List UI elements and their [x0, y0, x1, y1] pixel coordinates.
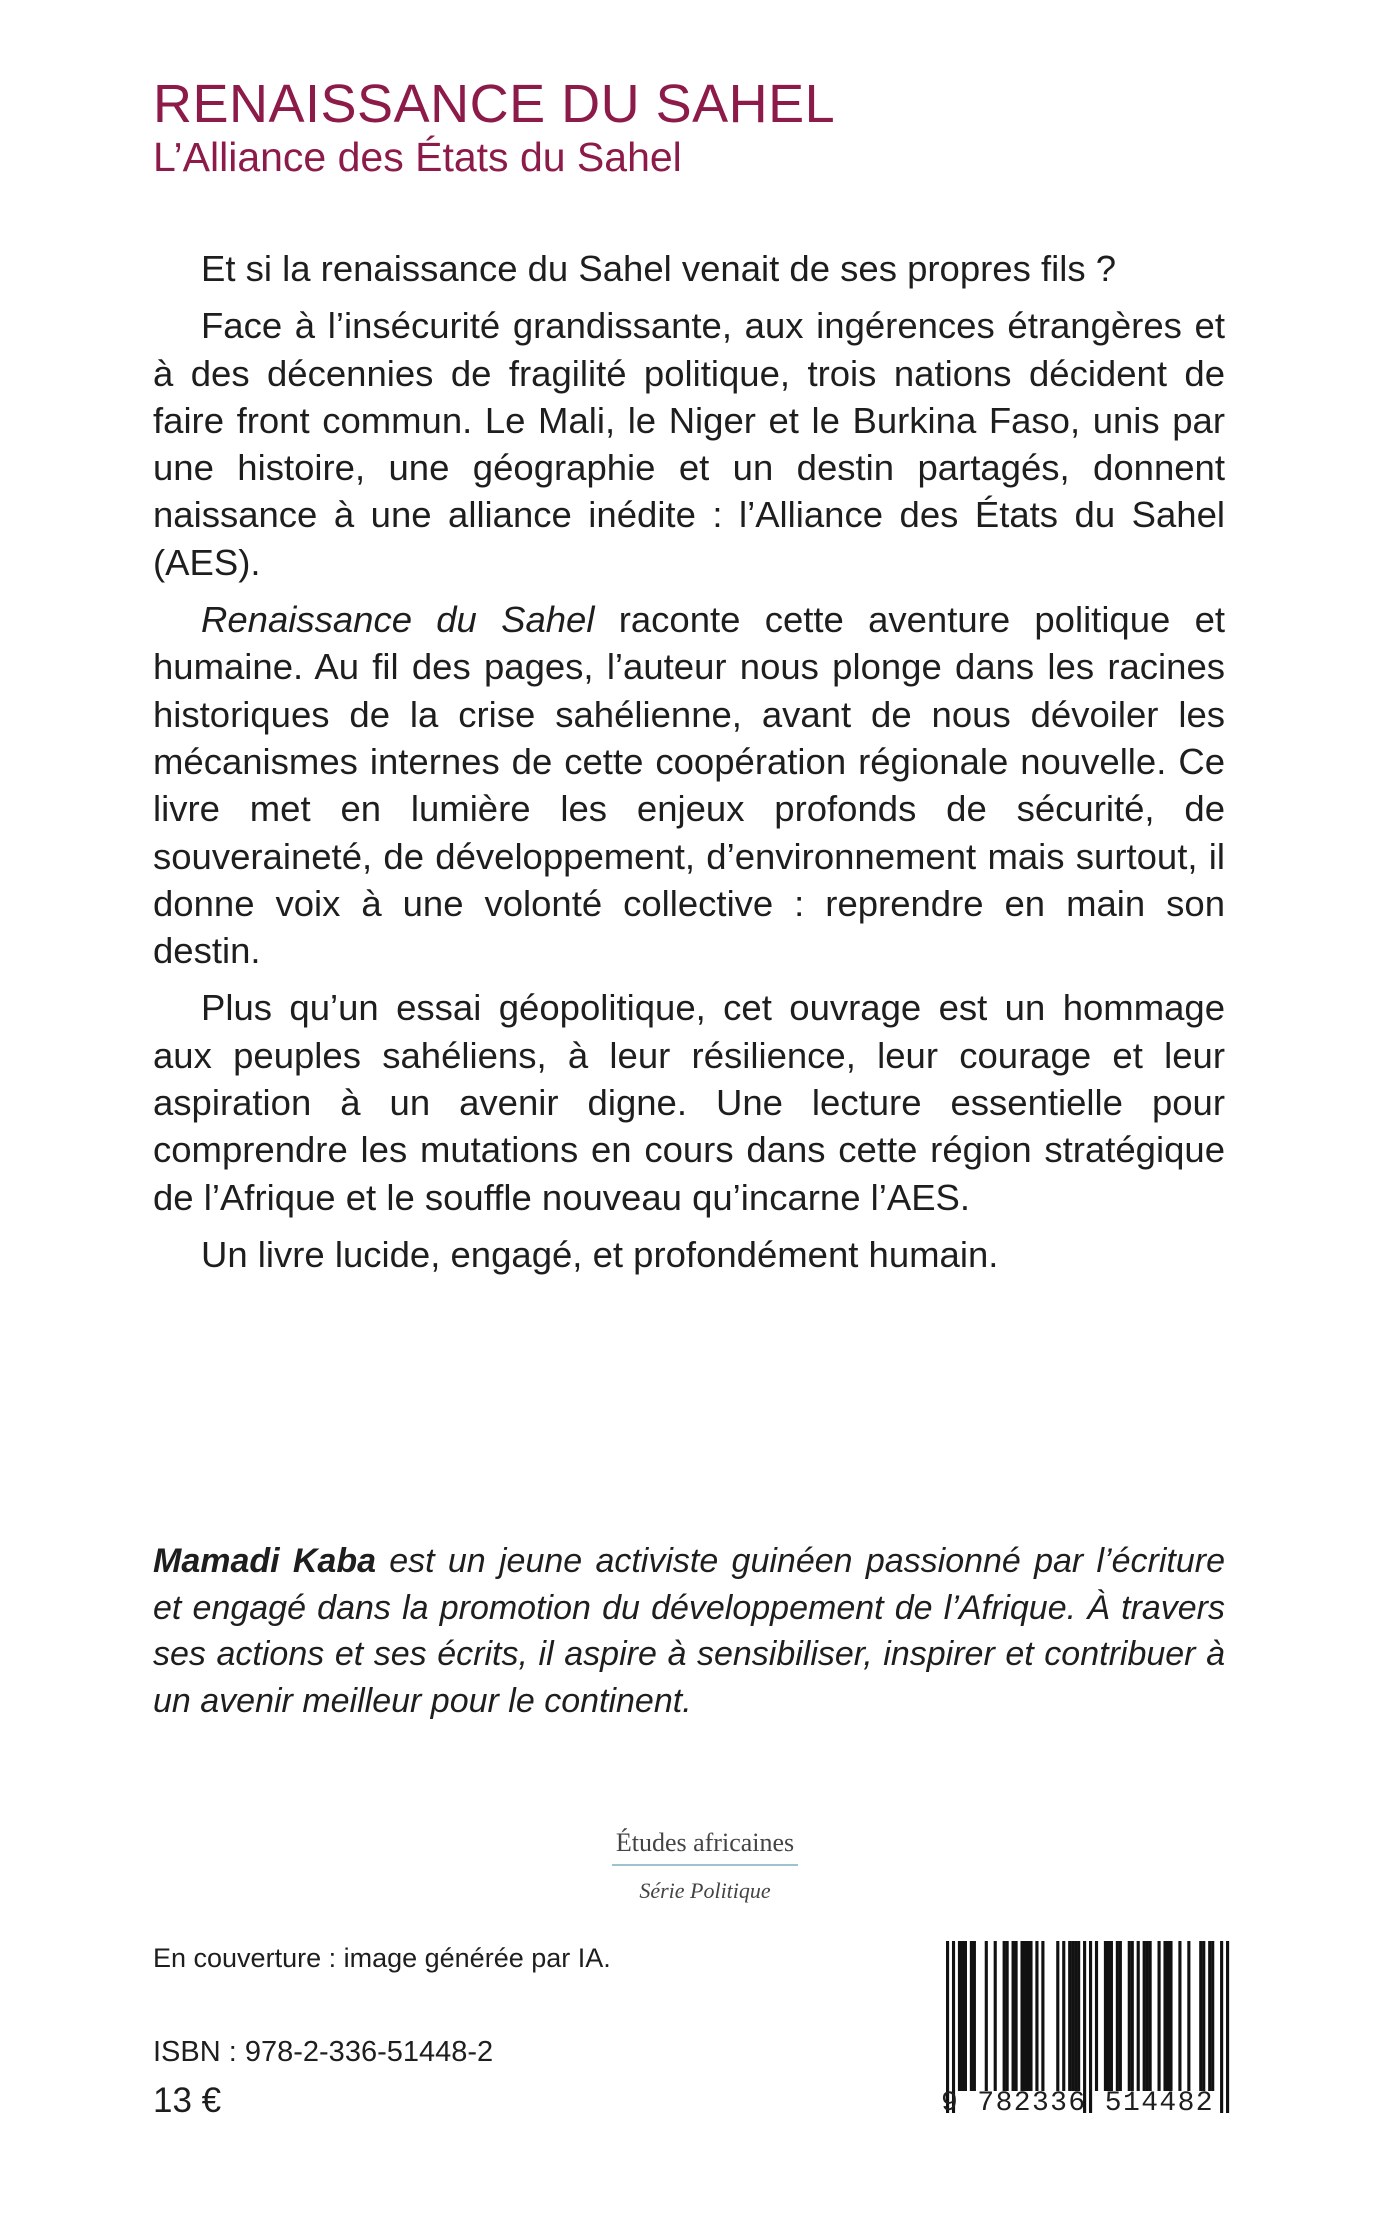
barcode-bar	[1163, 1941, 1166, 2091]
barcode-bar	[1104, 1941, 1107, 2091]
barcode-bar	[1006, 1941, 1009, 2091]
barcode-bar	[1166, 1941, 1169, 2091]
barcode-bar	[1029, 1941, 1032, 2091]
barcode-bar	[1146, 1941, 1149, 2091]
barcode-bar	[1131, 1941, 1134, 2091]
blurb-paragraph-5: Un livre lucide, engagé, et profondément humain.	[201, 1233, 999, 1275]
book-title: RENAISSANCE DU SAHEL	[153, 74, 836, 134]
author-bio-text: est un jeune activiste guinéen passionné par l’écriture et engagé dans la promotion du développement de l’Afrique. À travers ses actions et ses écrits, il aspire à sensibiliser, inspirer et contribuer à un avenir meilleur pour le continent.	[153, 1542, 1225, 1720]
barcode-bar	[1116, 1941, 1119, 2091]
barcode-bar	[973, 1941, 976, 2091]
back-cover-blurb	[153, 245, 1225, 1288]
barcode-bar	[1199, 1941, 1202, 2091]
barcode-bar	[1107, 1941, 1110, 2091]
collection-series: Série Politique	[639, 1878, 771, 1903]
barcode-bar	[1041, 1941, 1044, 2091]
barcode-bar	[1035, 1941, 1038, 2091]
collection-logo	[540, 1826, 870, 1906]
barcode-bar	[958, 1941, 961, 2091]
book-subtitle: L’Alliance des États du Sahel	[153, 134, 682, 180]
barcode-digits: 9 782336 514482	[940, 2088, 1215, 2119]
author-bio	[153, 1538, 1225, 1724]
barcode-bar	[1143, 1941, 1146, 2091]
barcode-bar	[1020, 1941, 1023, 2091]
barcode-bar	[1074, 1941, 1077, 2091]
barcode-bar	[1012, 1941, 1015, 2091]
barcode-bar	[1158, 1941, 1161, 2091]
barcode-bar	[1026, 1941, 1029, 2091]
barcode-bar	[1208, 1941, 1211, 2091]
barcode-bar	[961, 1941, 964, 2091]
blurb-paragraph-1: Et si la renaissance du Sahel venait de ses propres fils ?	[201, 248, 1117, 289]
barcode-bar	[1071, 1941, 1074, 2091]
barcode-bar	[994, 1941, 997, 2091]
barcode-bar	[964, 1941, 967, 2091]
price: 13 €	[153, 2081, 222, 2120]
barcode-bar	[1137, 1941, 1140, 2091]
cover-credit: En couverture : image générée par IA.	[153, 1943, 611, 1973]
book-title-reference: Renaissance du Sahel	[201, 599, 595, 641]
barcode-bar	[1211, 1941, 1214, 2091]
blurb-paragraph-3-text: raconte cette aventure politique et humaine. Au fil des pages, l’auteur nous plonge dans les racines historiques de la crise sahélienne, avant de nous dévoiler les mécanismes internes de cette coopération régionale nouvelle. Ce livre met en lumière les enjeux profonds de sécurité, de souveraineté, de développement, d’environnement mais surtout, il donne voix à une volonté collective : reprendre en main son destin.	[153, 599, 1226, 972]
barcode-bar	[1062, 1941, 1065, 2091]
barcode-bar	[1128, 1941, 1131, 2091]
barcode-bar	[970, 1941, 973, 2091]
barcode-bar	[1119, 1941, 1122, 2091]
barcode-bar	[1202, 1941, 1205, 2091]
barcode-bar	[1187, 1941, 1190, 2091]
collection-name: Études africaines	[612, 1826, 798, 1866]
blurb-paragraph-2: Face à l’insécurité grandissante, aux ingérences étrangères et à des décennies de fragilité politique, trois nations décident de faire front commun. Le Mali, le Niger et le Burkina Faso, unis par une histoire, une géographie et un destin partagés, donnent naissance à une alliance inédite : l’Alliance des États du Sahel (AES).	[153, 305, 1225, 583]
barcode-bar	[1178, 1941, 1181, 2091]
barcode-bar	[1169, 1941, 1172, 2091]
barcode-bar	[985, 1941, 988, 2091]
barcode-bar	[1015, 1941, 1018, 2091]
barcode-bar	[1149, 1941, 1152, 2091]
barcode-bar	[1110, 1941, 1113, 2091]
barcode-bar	[1077, 1941, 1080, 2091]
barcode-bar	[1056, 1941, 1059, 2091]
author-name: Mamadi Kaba	[153, 1542, 376, 1580]
barcode-bar	[1023, 1941, 1026, 2091]
barcode-bar	[1003, 1941, 1006, 2091]
barcode-bar	[1068, 1941, 1071, 2091]
blurb-paragraph-4: Plus qu’un essai géopolitique, cet ouvrage est un hommage aux peuples sahéliens, à leur résilience, leur courage et leur aspiration à un avenir digne. Une lecture essentielle pour comprendre les mutations en cours dans cette région stratégique de l’Afrique et le souffle nouveau qu’incarne l’AES.	[153, 987, 1225, 1218]
barcode-bar	[1095, 1941, 1098, 2091]
isbn: ISBN : 978-2-336-51448-2	[153, 2036, 494, 2068]
blurb-paragraph-3	[153, 596, 1225, 974]
